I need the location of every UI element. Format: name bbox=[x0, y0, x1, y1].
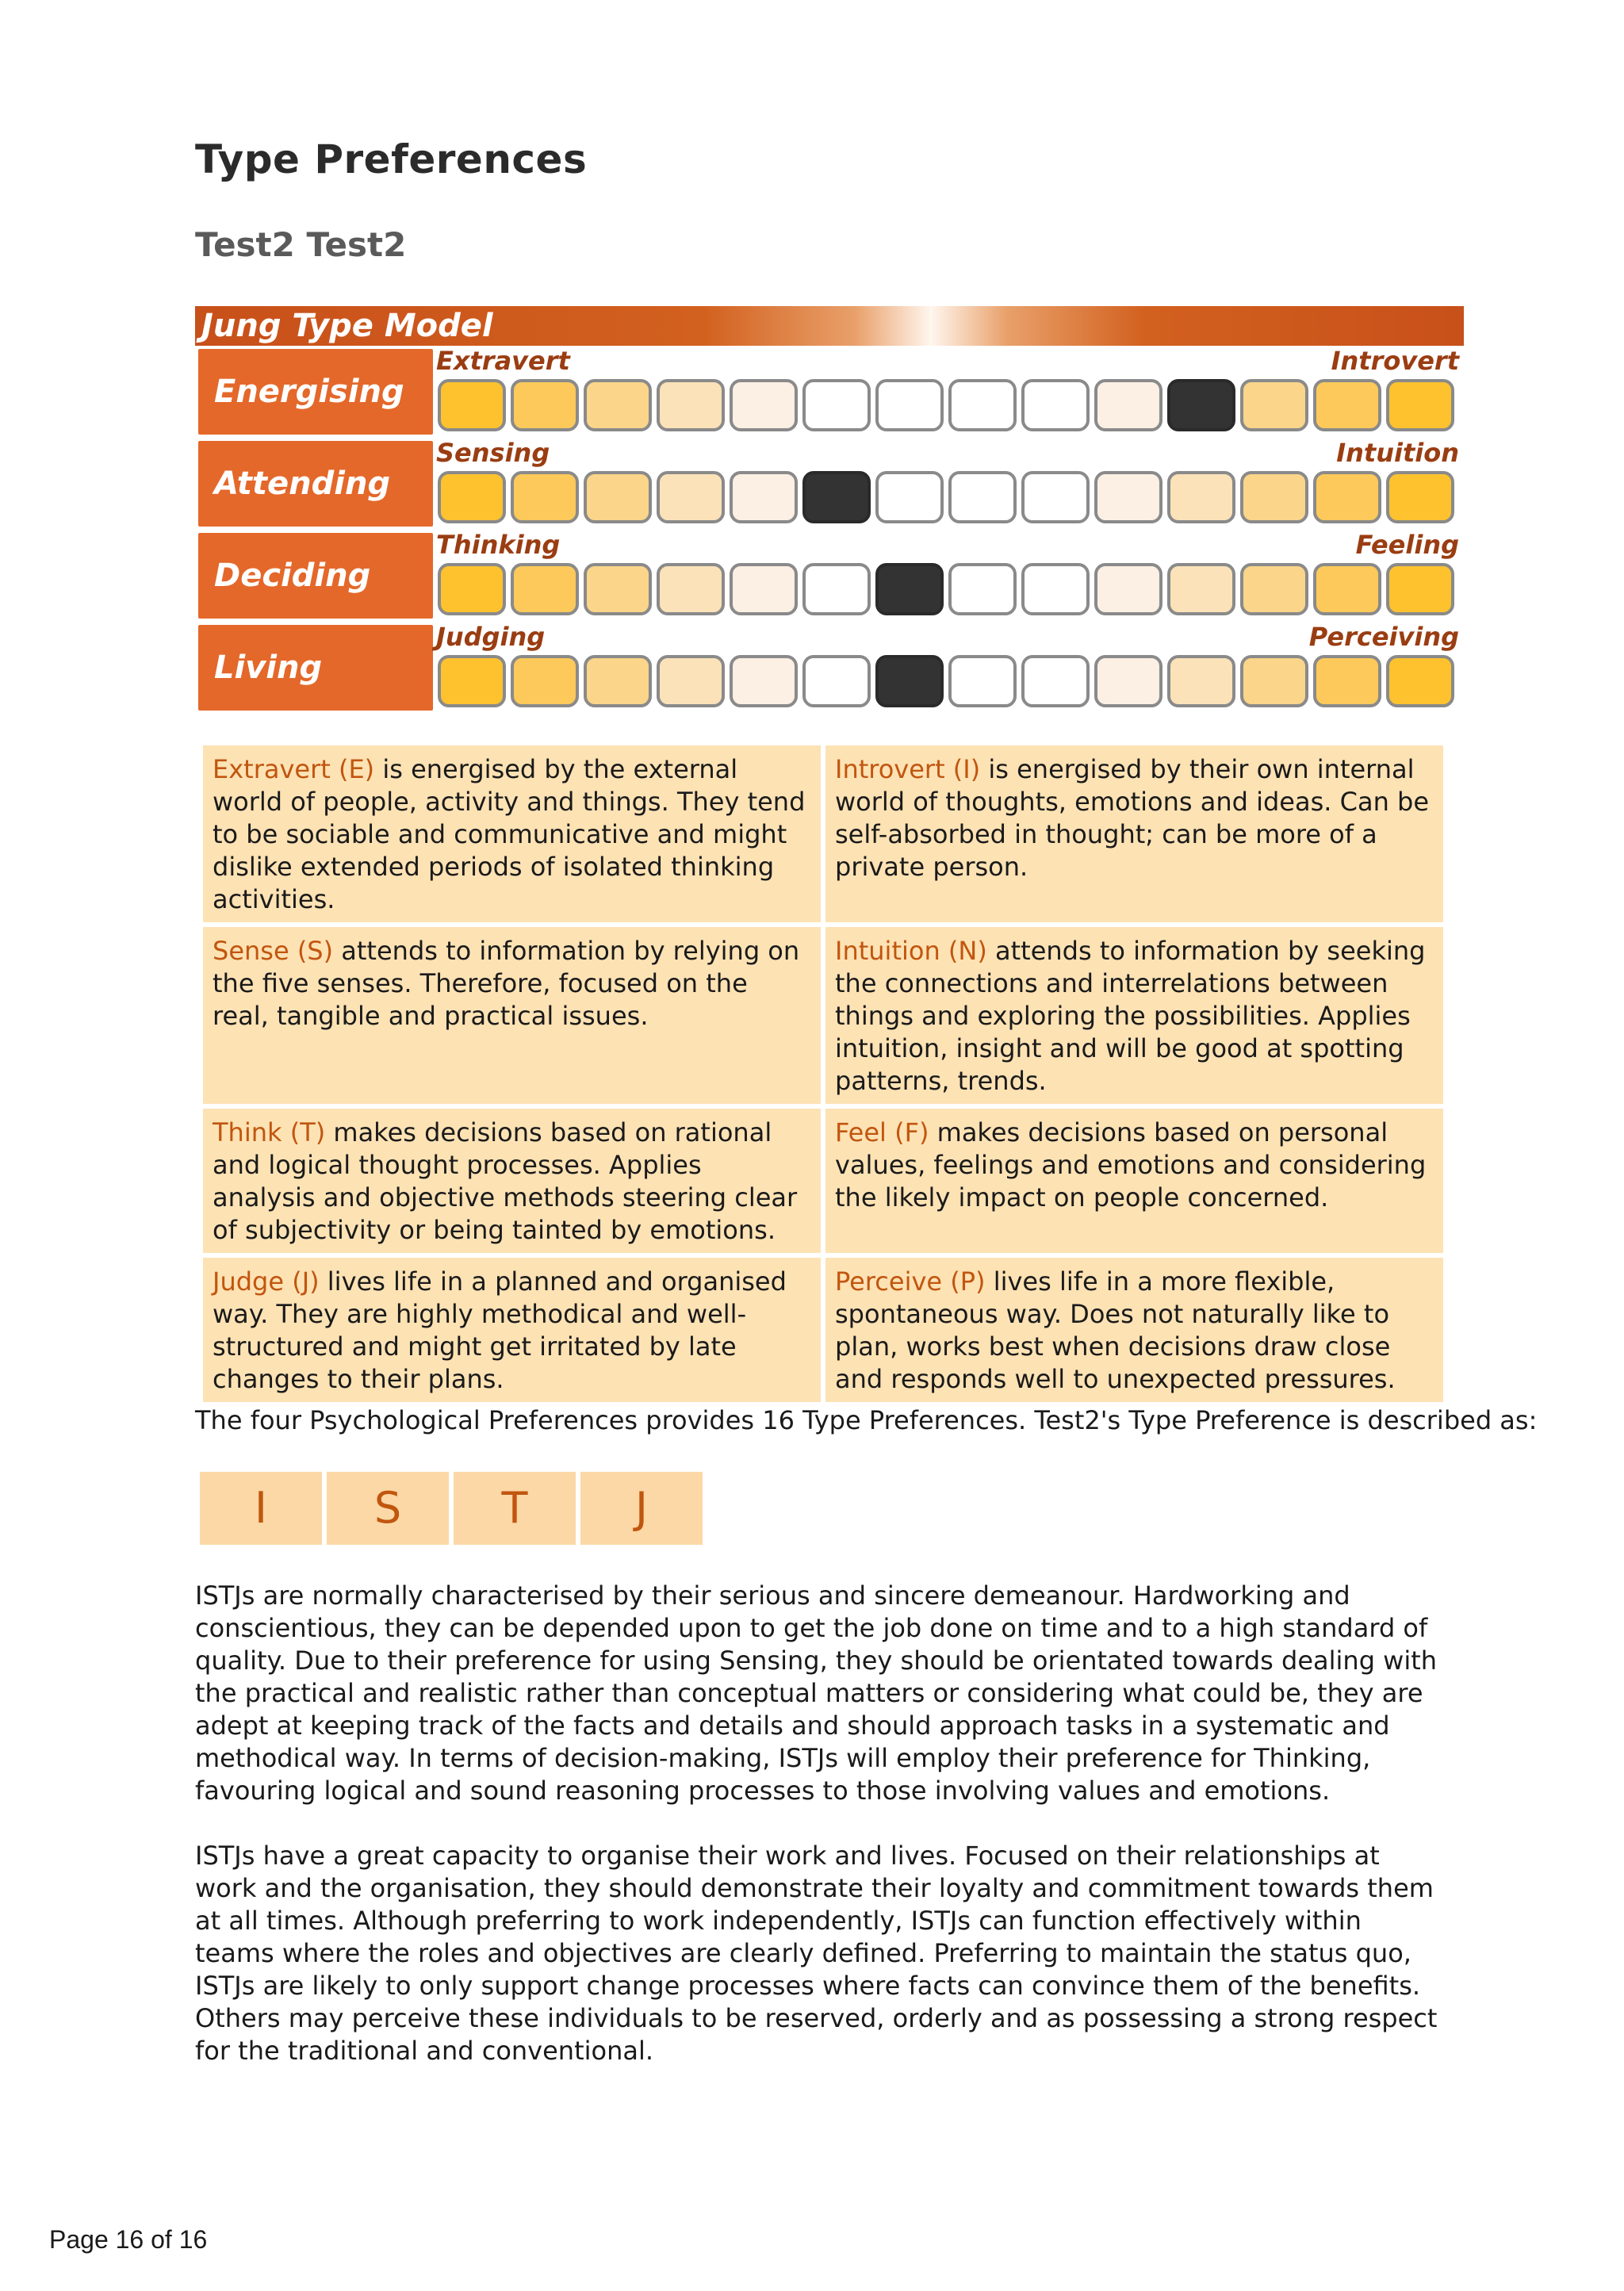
preference-text: is energised by their own internal world of thoughts, emotions and ideas. Can be self-absorbed in thought; can be more of a private person. bbox=[835, 754, 1430, 882]
scale-box bbox=[1094, 563, 1162, 615]
description-row-living bbox=[203, 1258, 1443, 1402]
preference-text: makes decisions based on personal values, feelings and emotions and considering the likely impact on people concerned. bbox=[835, 1117, 1427, 1213]
scale-box bbox=[584, 379, 652, 431]
jung-model-title: Jung Type Model bbox=[195, 306, 1464, 346]
scale-marker bbox=[802, 471, 871, 523]
scale-box bbox=[1386, 471, 1454, 523]
description-perceive bbox=[825, 1258, 1443, 1402]
scale-box bbox=[584, 655, 652, 707]
preference-text: lives life in a more flexible, spontaneous way. Does not naturally like to plan, works best when decisions draw close and responds well to unexpected pressures. bbox=[835, 1266, 1396, 1394]
right-pole-label: Feeling bbox=[1355, 530, 1459, 560]
description-row-deciding bbox=[203, 1109, 1443, 1253]
description-intuition bbox=[825, 927, 1443, 1104]
scale-box bbox=[438, 379, 506, 431]
scale-box bbox=[730, 379, 798, 431]
scale-boxes bbox=[438, 563, 1461, 619]
scale-box bbox=[1021, 379, 1090, 431]
scale-box bbox=[1167, 563, 1235, 615]
jung-row-label: Living bbox=[198, 625, 433, 711]
description-introvert bbox=[825, 745, 1443, 922]
description-extravert bbox=[203, 745, 821, 922]
jung-row bbox=[195, 623, 1464, 712]
scale-box bbox=[657, 471, 725, 523]
left-pole-label: Judging bbox=[436, 622, 546, 652]
scale-box bbox=[1386, 563, 1454, 615]
scale-box bbox=[511, 655, 579, 707]
scale-box bbox=[438, 563, 506, 615]
preference-name: Think (T) bbox=[213, 1117, 326, 1147]
scale-box bbox=[1167, 471, 1235, 523]
preference-name: Judge (J) bbox=[213, 1266, 320, 1297]
scale-box bbox=[1313, 471, 1381, 523]
jung-row bbox=[195, 439, 1464, 528]
scale-box bbox=[438, 471, 506, 523]
type-letter-t: T bbox=[454, 1472, 576, 1545]
type-description-paragraph-1: ISTJs are normally characterised by their serious and sincere demeanour. Hardworking and conscientious, they can be depended upon to get the job done on time and to a high standard of quality. Due to their preference for using Sensing, they should be orientated towards dealing with the practical and realistic rather than conceptual matters or considering what could be, they are adept at keeping track of the facts and details and should approach tasks in a systematic and methodical way. In terms of decision-making, ISTJs will employ their preference for Thinking, favouring logical and sound reasoning processes to those involving values and emotions. bbox=[195, 1580, 1438, 1806]
description-think bbox=[203, 1109, 821, 1253]
type-description-paragraph-2: ISTJs have a great capacity to organise their work and lives. Focused on their relationships at work and the organisation, they should demonstrate their loyalty and commitment towards them at all times. Although preferring to work independently, ISTJs can function effectively within teams where the roles and objectives are clearly defined. Preferring to maintain the status quo, ISTJs are likely to only support change processes where facts can convince them of the benefits. Others may perceive these individuals to be reserved, orderly and as possessing a strong respect for the traditional and conventional. bbox=[195, 1841, 1438, 2066]
preference-name: Sense (S) bbox=[213, 936, 334, 966]
scale-box bbox=[1021, 563, 1090, 615]
type-summary-line: The four Psychological Preferences provides 16 Type Preferences. Test2's Type Preference is described as: bbox=[195, 1405, 1538, 1435]
preference-name: Introvert (I) bbox=[835, 754, 981, 784]
scale-box bbox=[1021, 471, 1090, 523]
jung-row-label: Deciding bbox=[198, 533, 433, 619]
type-letter-j: J bbox=[580, 1472, 703, 1545]
scale-box bbox=[511, 471, 579, 523]
scale-box bbox=[1240, 379, 1308, 431]
left-pole-label: Thinking bbox=[436, 530, 561, 560]
scale-marker bbox=[875, 655, 944, 707]
scale-box bbox=[584, 471, 652, 523]
right-pole-label: Perceiving bbox=[1308, 622, 1459, 652]
page-title: Type Preferences bbox=[195, 136, 588, 182]
scale-boxes bbox=[438, 655, 1461, 711]
preference-descriptions bbox=[198, 741, 1448, 1407]
scale-box bbox=[1386, 655, 1454, 707]
jung-row bbox=[195, 347, 1464, 436]
scale-box bbox=[1313, 655, 1381, 707]
scale-box bbox=[948, 563, 1017, 615]
scale-box bbox=[1313, 379, 1381, 431]
jung-row-label: Energising bbox=[198, 349, 433, 435]
description-sense bbox=[203, 927, 821, 1104]
scale-box bbox=[1386, 379, 1454, 431]
preference-text: lives life in a planned and organised way. They are highly methodical and well-structured and might get irritated by late changes to their plans. bbox=[213, 1266, 787, 1394]
left-pole-label: Sensing bbox=[436, 438, 550, 468]
scale-box bbox=[657, 655, 725, 707]
preference-text: is energised by the external world of people, activity and things. They tend to be sociable and communicative and might dislike extended periods of isolated thinking activities. bbox=[213, 754, 806, 914]
scale-box bbox=[1021, 655, 1090, 707]
type-letter-s: S bbox=[327, 1472, 449, 1545]
scale-box bbox=[730, 471, 798, 523]
scale-marker bbox=[875, 563, 944, 615]
scale-boxes bbox=[438, 379, 1461, 435]
jung-type-model bbox=[195, 306, 1464, 714]
preference-name: Feel (F) bbox=[835, 1117, 929, 1147]
description-feel bbox=[825, 1109, 1443, 1253]
description-row-energising bbox=[203, 745, 1443, 922]
description-row-attending bbox=[203, 927, 1443, 1104]
scale-box bbox=[438, 655, 506, 707]
preference-text: makes decisions based on rational and logical thought processes. Applies analysis and objective methods steering clear of subjectivity or being tainted by emotions. bbox=[213, 1117, 798, 1245]
scale-box bbox=[511, 379, 579, 431]
description-judge bbox=[203, 1258, 821, 1402]
scale-box bbox=[1240, 655, 1308, 707]
scale-box bbox=[1240, 563, 1308, 615]
preference-name: Perceive (P) bbox=[835, 1266, 986, 1297]
scale-box bbox=[657, 563, 725, 615]
right-pole-label: Intuition bbox=[1336, 438, 1459, 468]
type-letter-i: I bbox=[200, 1472, 322, 1545]
scale-box bbox=[1094, 379, 1162, 431]
scale-boxes bbox=[438, 471, 1461, 527]
scale-box bbox=[875, 471, 944, 523]
scale-box bbox=[1313, 563, 1381, 615]
preference-text: attends to information by seeking the connections and interrelations between things and exploring the possibilities. Applies intuition, insight and will be good at spotting patterns, trends. bbox=[835, 936, 1426, 1096]
scale-box bbox=[948, 471, 1017, 523]
scale-box bbox=[730, 655, 798, 707]
scale-box bbox=[875, 379, 944, 431]
scale-box bbox=[730, 563, 798, 615]
scale-box bbox=[1167, 655, 1235, 707]
scale-box bbox=[1240, 471, 1308, 523]
subject-name: Test2 Test2 bbox=[195, 225, 407, 264]
scale-box bbox=[948, 379, 1017, 431]
right-pole-label: Introvert bbox=[1331, 346, 1459, 376]
scale-box bbox=[802, 379, 871, 431]
scale-marker bbox=[1167, 379, 1235, 431]
scale-box bbox=[1094, 471, 1162, 523]
scale-box bbox=[948, 655, 1017, 707]
preference-name: Intuition (N) bbox=[835, 936, 987, 966]
preference-text: attends to information by relying on the five senses. Therefore, focused on the real, tangible and practical issues. bbox=[213, 936, 800, 1031]
page-number: Page 16 of 16 bbox=[49, 2225, 208, 2254]
jung-row bbox=[195, 531, 1464, 620]
scale-box bbox=[1094, 655, 1162, 707]
scale-box bbox=[584, 563, 652, 615]
left-pole-label: Extravert bbox=[436, 346, 570, 376]
scale-box bbox=[511, 563, 579, 615]
scale-box bbox=[657, 379, 725, 431]
scale-box bbox=[802, 655, 871, 707]
jung-row-label: Attending bbox=[198, 441, 433, 527]
preference-name: Extravert (E) bbox=[213, 754, 375, 784]
scale-box bbox=[802, 563, 871, 615]
